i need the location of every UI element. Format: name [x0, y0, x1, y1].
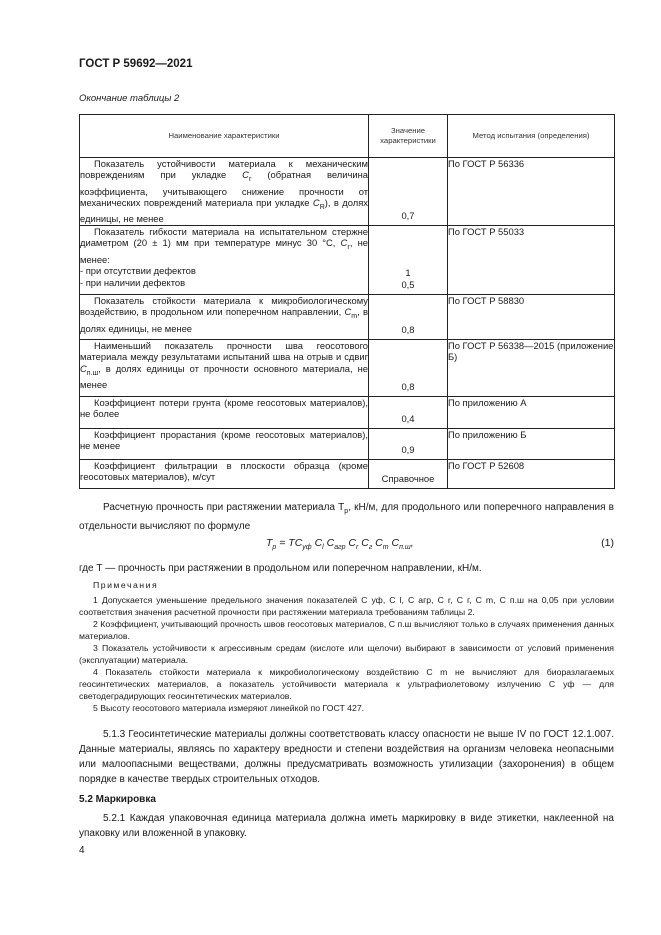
header-method: Метод испытания (определения): [448, 115, 615, 158]
note-item: 5 Высоту геосотового материала измеряют линейкой по ГОСТ 427.: [93, 703, 365, 713]
row-name: Показатель стойкости материала к микробиологическому воздействию, в продольном или поперечном направлении, $С_m$, в долях единицы, не менее: [80, 295, 369, 340]
row-name: Коэффициент потери грунта (кроме геосотовых материалов), не более: [80, 397, 369, 429]
row-method: По ГОСТ Р 56338—2015 (приложение Б): [448, 340, 615, 397]
table-row: [80, 226, 615, 295]
row-name: Наименьший показатель прочности шва геосотового материала между результатами испытаний шва на отрыв и сдвиг $С_{п.ш}$, в долях единицы от прочности основного материала, не менее: [80, 340, 369, 397]
page-number: 4: [79, 845, 85, 856]
table-row: [80, 158, 615, 226]
paragraph-5-1-3: 5.1.3 Геосинтетические материалы должны соответствовать классу опасности не выше IV по ГОСТ 12.1.007. Данные материалы, являясь по характеру вредности и степени воздействия на организм человека неопасными или малоопасными веществами, должны предусматривать возможность утилизации (захоронения) в общем порядке в качестве твердых строительных отходов.: [79, 729, 614, 785]
document-header: ГОСТ Р 59692—2021: [79, 58, 193, 70]
row-method: По ГОСТ Р 52608: [448, 460, 615, 489]
paragraph-design-strength: Расчетную прочность при растяжении материала $Т_р$, кН/м, для продольного или поперечного направления в отдельности вычисляют по формуле: [79, 502, 614, 532]
table-row: [80, 429, 615, 460]
paragraph-where: где Т — прочность при растяжении в продольном или поперечном направлении, кН/м.: [79, 563, 482, 574]
table-row: [80, 340, 615, 397]
row-value: 0,8: [369, 295, 448, 340]
header-value: Значение характеристики: [369, 115, 448, 158]
formula-number: (1): [601, 537, 614, 549]
row-value: 0,8: [369, 340, 448, 397]
note-item: 3 Показатель устойчивости к агрессивным средам (кислоте или щелочи) выбирают в зависимости от условий применения (эксплуатации) материала.: [79, 643, 614, 665]
row-value: 0,7: [369, 158, 448, 226]
table-row: [80, 397, 615, 429]
table-row: [80, 460, 615, 489]
row-value: 1 0,5: [369, 226, 448, 295]
row-name: Показатель устойчивости материала к механическим повреждениям при укладке $C_г$ (обратная величина коэффициента, учитывающего снижение прочности от механических повреждений материала при укладке $C_R$), в долях единицы, не менее: [80, 158, 368, 225]
notes-list: [79, 594, 614, 714]
characteristics-table: [79, 114, 615, 489]
row-method: По ГОСТ Р 56336: [448, 158, 615, 226]
row-method: По приложению Б: [448, 429, 615, 460]
row-value: 0,9: [369, 429, 448, 460]
header-name: Наименование характеристики: [80, 115, 369, 158]
row-name: Показатель гибкости материала на испытательном стержне диаметром (20 ± 1) мм при температуре минус 30 °С, $С_г$, не менее: - при отсутствии дефектов - при наличии дефектов: [80, 226, 369, 295]
note-item: 2 Коэффициент, учитывающий прочность швов геосотовых материалов, C п.ш вычисляют только в случаях применения данных материалов.: [79, 619, 614, 641]
notes-title: Примечания: [93, 580, 159, 590]
note-item: 1 Допускается уменьшение предельного значения показателей C уф, C l, C агр, C r, C г, C m, C п.ш на 0,05 при условии соответствия значения расчетной прочности при растяжении материала требованиям таблицы 2.: [79, 595, 614, 617]
section-heading: 5.2 Маркировка: [79, 794, 156, 805]
row-method: По ГОСТ Р 55033: [448, 226, 615, 295]
paragraph-5-2-1: 5.2.1 Каждая упаковочная единица материала должна иметь маркировку в виде этикетки, наклеенной на упаковку или вложенной в упаковку.: [79, 813, 614, 839]
note-item: 4 Показатель стойкости материала к микробиологическому воздействию C m не вычисляют для биоразлагаемых геосинтетических материалов, а показатель устойчивости материала к ультрафиолетовому излучению C уф — для светодеградирующих геосинтетических материалов.: [79, 667, 614, 701]
row-name: Коэффициент фильтрации в плоскости образца (кроме геосотовых материалов), м/сут: [80, 460, 369, 489]
row-value: 0,4: [369, 397, 448, 429]
row-name: Коэффициент прорастания (кроме геосотовых материалов), не менее: [80, 429, 369, 460]
row-method: По ГОСТ Р 58830: [448, 295, 615, 340]
row-method: По приложению А: [448, 397, 615, 429]
row-value: Справочное: [369, 460, 448, 489]
table-row: [80, 295, 615, 340]
table-header-row: [80, 115, 615, 158]
table-caption: Окончание таблицы 2: [79, 93, 180, 104]
